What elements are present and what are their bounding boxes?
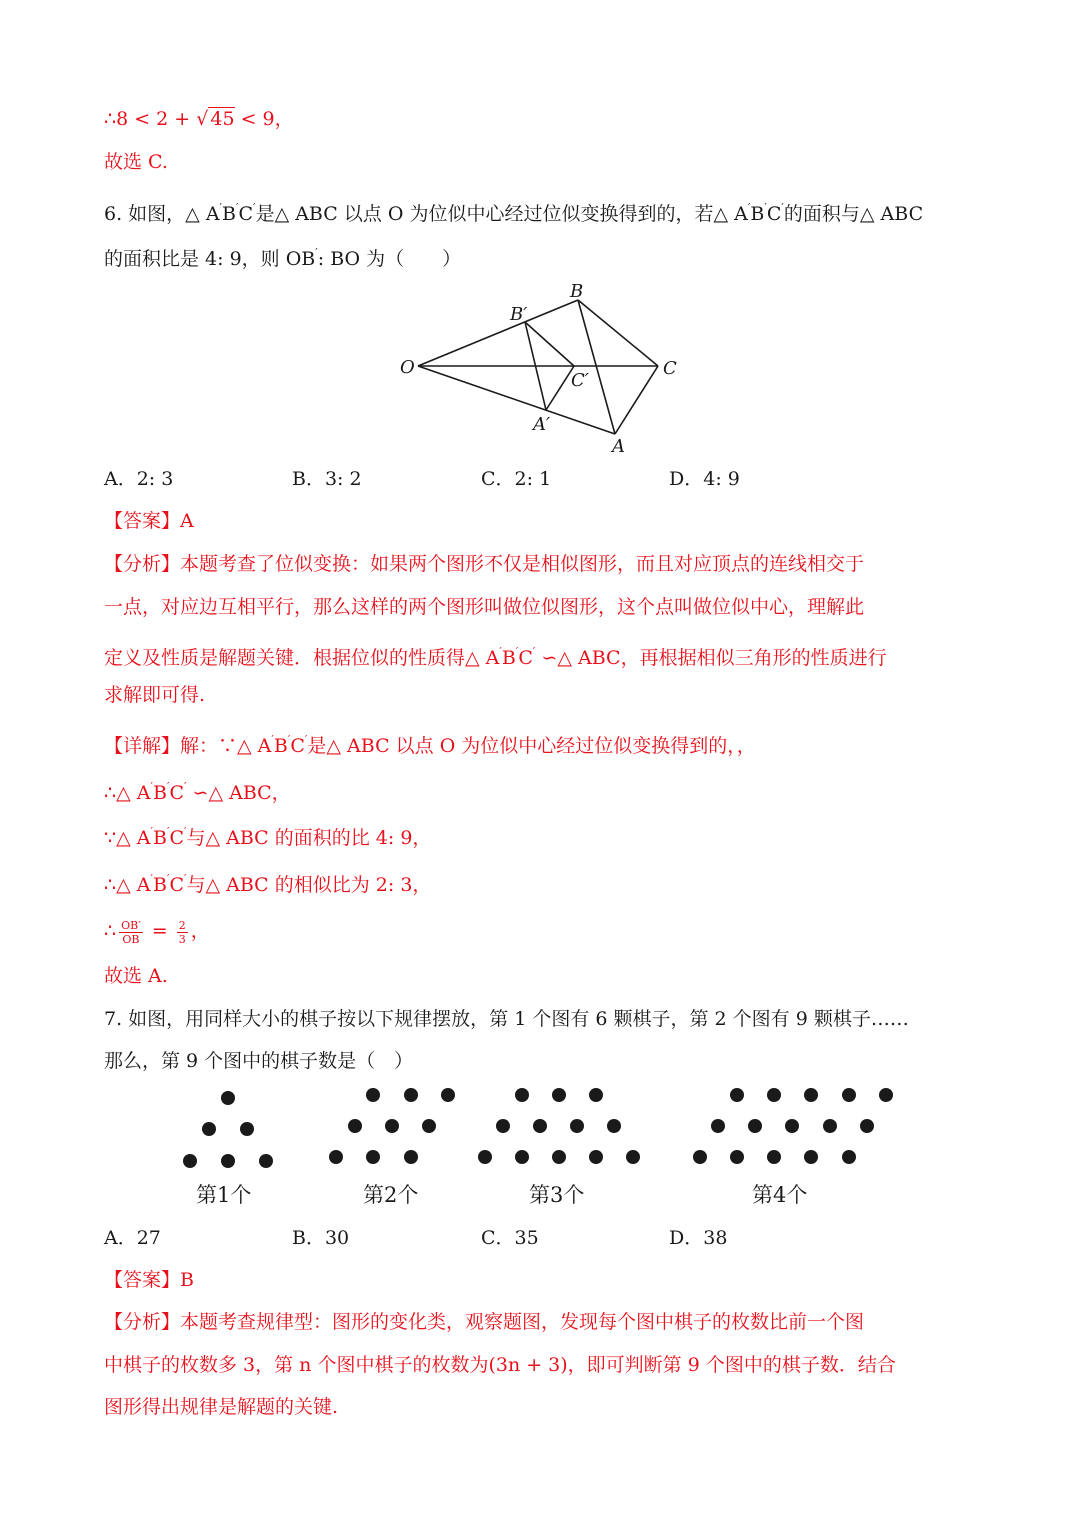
detail-text: C bbox=[169, 874, 184, 896]
chess-piece bbox=[404, 1150, 418, 1164]
detail-text: ∵△ A bbox=[104, 827, 151, 849]
q6-option-b: B．3: 2 bbox=[292, 468, 362, 490]
chess-piece bbox=[785, 1119, 799, 1133]
analysis-text: C bbox=[518, 647, 533, 669]
chess-piece bbox=[533, 1119, 547, 1133]
detail-text: ∽△ ABC， bbox=[186, 782, 291, 804]
prime-mark: ′ bbox=[166, 780, 170, 793]
chess-piece bbox=[552, 1150, 566, 1164]
q6-stem-text: C bbox=[766, 203, 782, 225]
q6-stem-line-2 bbox=[104, 240, 461, 272]
chess-piece bbox=[842, 1088, 856, 1102]
chess-piece bbox=[589, 1150, 603, 1164]
q6-option-d: D．4: 9 bbox=[669, 468, 740, 490]
chess-piece bbox=[422, 1119, 436, 1133]
q7-analysis-line-2: 中棋子的枚数多 3，第 n 个图中棋子的枚数为(3n + 3)，即可判断第 9 个图中的棋子数．结合 bbox=[104, 1354, 896, 1376]
chess-piece bbox=[730, 1088, 744, 1102]
prime-mark: ′ bbox=[166, 825, 170, 838]
label-Bprime: B′ bbox=[510, 304, 528, 325]
q6-stem-text: C bbox=[238, 203, 254, 225]
label-Aprime: A′ bbox=[533, 414, 551, 435]
detail-text: ∴ bbox=[104, 920, 117, 942]
prime-mark: ′ bbox=[253, 201, 256, 214]
prime-mark: ′ bbox=[287, 733, 291, 746]
chess-piece bbox=[221, 1091, 235, 1105]
q7-option-d: D．38 bbox=[669, 1227, 728, 1249]
q6-detail-line-2 bbox=[104, 774, 291, 806]
prime-mark: ′ bbox=[183, 872, 187, 885]
chess-piece bbox=[240, 1122, 254, 1136]
fraction-denominator: OB bbox=[122, 932, 140, 946]
chess-piece bbox=[711, 1119, 725, 1133]
q6-detail-line-3 bbox=[104, 819, 431, 851]
q6-stem-text: 的面积与△ ABC bbox=[783, 203, 924, 225]
pattern-caption-1: 第1个 bbox=[196, 1183, 252, 1207]
q6-option-c: C．2: 1 bbox=[481, 468, 552, 490]
fraction-numerator: 2 bbox=[178, 918, 186, 932]
chess-piece bbox=[202, 1122, 216, 1136]
detail-text: 与△ ABC 的面积的比 4: 9， bbox=[186, 827, 432, 849]
inequality-line bbox=[104, 106, 294, 132]
label-C: C bbox=[663, 358, 677, 379]
chess-piece bbox=[496, 1119, 510, 1133]
prime-mark: ′ bbox=[515, 645, 519, 658]
q6-geometry-figure bbox=[390, 278, 690, 458]
analysis-text: 定义及性质是解题关键．根据位似的性质得△ A bbox=[104, 647, 500, 669]
q6-analysis-line-4: 求解即可得. bbox=[104, 684, 206, 706]
equals-sign: = bbox=[145, 920, 174, 942]
detail-text: 与△ ABC 的相似比为 2: 3， bbox=[186, 874, 432, 896]
chess-piece bbox=[879, 1088, 893, 1102]
q7-stem-line-2: 那么，第 9 个图中的棋子数是（ ） bbox=[104, 1050, 414, 1072]
prime-mark: ′ bbox=[781, 201, 784, 214]
detail-text: ∴△ A bbox=[104, 782, 151, 804]
segment-BC bbox=[578, 300, 658, 366]
chess-piece bbox=[748, 1119, 762, 1133]
segment-CA bbox=[615, 366, 658, 434]
q7-option-b: B．30 bbox=[292, 1227, 350, 1249]
chess-piece bbox=[404, 1088, 418, 1102]
label-A: A bbox=[612, 436, 625, 457]
inequality-right: < 9， bbox=[234, 108, 294, 130]
q6-stem-text: : BO 为（ ） bbox=[317, 248, 462, 270]
pattern-caption-2: 第2个 bbox=[363, 1183, 419, 1207]
detail-text: C bbox=[169, 782, 184, 804]
chess-piece bbox=[626, 1150, 640, 1164]
chess-piece bbox=[767, 1088, 781, 1102]
detail-text: C bbox=[290, 735, 305, 757]
chess-piece bbox=[221, 1154, 235, 1168]
chess-piece bbox=[366, 1088, 380, 1102]
q6-choose-line: 故选 A. bbox=[104, 965, 168, 987]
q6-detail-line-1 bbox=[104, 727, 756, 759]
chess-piece bbox=[259, 1154, 273, 1168]
label-Cprime: C′ bbox=[571, 370, 589, 391]
chess-piece bbox=[804, 1150, 818, 1164]
detail-text: B bbox=[152, 874, 167, 896]
q6-stem-text: B bbox=[750, 203, 765, 225]
q6-analysis-line-3 bbox=[104, 639, 887, 671]
fraction-two-thirds bbox=[177, 919, 188, 946]
q7-option-c: C．35 bbox=[481, 1227, 539, 1249]
fraction-ob bbox=[119, 919, 143, 946]
fraction-numerator: OB′ bbox=[121, 918, 141, 932]
segment-BpCp bbox=[525, 322, 574, 366]
prime-mark: ′ bbox=[166, 872, 170, 885]
chess-piece bbox=[589, 1088, 603, 1102]
q6-stem-text: 的面积比是 4: 9，则 OB bbox=[104, 248, 316, 270]
detail-text: B bbox=[152, 782, 167, 804]
chess-piece bbox=[607, 1119, 621, 1133]
chess-piece bbox=[730, 1150, 744, 1164]
q6-answer: 【答案】A bbox=[104, 510, 194, 532]
q6-stem-text: 是△ ABC 以点 O 为位似中心经过位似变换得到的，若△ A bbox=[255, 203, 748, 225]
detail-text: B bbox=[273, 735, 288, 757]
prime-mark: ′ bbox=[150, 780, 153, 793]
prime-mark: ′ bbox=[183, 780, 187, 793]
prev-choose-line: 故选 C. bbox=[104, 151, 168, 173]
prime-mark: ′ bbox=[315, 246, 318, 259]
label-O: O bbox=[400, 357, 415, 378]
pattern-4 bbox=[693, 1088, 893, 1164]
chess-piece bbox=[478, 1150, 492, 1164]
sqrt-radicand: 45 bbox=[210, 108, 235, 130]
q6-detail-line-5 bbox=[104, 914, 210, 948]
chess-piece bbox=[804, 1088, 818, 1102]
pattern-caption-3: 第3个 bbox=[529, 1183, 585, 1207]
prime-mark: ′ bbox=[219, 201, 223, 214]
pattern-caption-4: 第4个 bbox=[752, 1183, 808, 1207]
chess-piece bbox=[515, 1150, 529, 1164]
segment-BA bbox=[578, 300, 615, 434]
chess-piece bbox=[823, 1119, 837, 1133]
prime-mark: ′ bbox=[183, 825, 187, 838]
q6-analysis-line-2: 一点，对应边互相平行，那么这样的两个图形叫做位似图形，这个点叫做位似中心，理解此 bbox=[104, 596, 865, 618]
pattern-2 bbox=[329, 1088, 455, 1164]
chess-piece bbox=[329, 1150, 343, 1164]
q6-analysis-line-1: 【分析】本题考查了位似变换：如果两个图形不仅是相似图形，而且对应顶点的连线相交于 bbox=[104, 553, 865, 575]
q7-option-a: A．27 bbox=[104, 1227, 161, 1249]
segment-OB bbox=[418, 300, 578, 366]
q7-analysis-line-3: 图形得出规律是解题的关键. bbox=[104, 1396, 339, 1418]
prime-mark: ′ bbox=[271, 733, 274, 746]
chess-piece bbox=[552, 1088, 566, 1102]
q6-stem-text: 6. 如图，△ A bbox=[104, 203, 220, 225]
detail-text: B bbox=[152, 827, 167, 849]
prime-mark: ′ bbox=[532, 645, 536, 658]
detail-text: C bbox=[169, 827, 184, 849]
sqrt-sign: √ bbox=[196, 108, 209, 130]
detail-text: ∴△ A bbox=[104, 874, 151, 896]
pattern-3 bbox=[478, 1088, 640, 1164]
chess-piece bbox=[860, 1119, 874, 1133]
chess-piece bbox=[570, 1119, 584, 1133]
chess-piece bbox=[441, 1088, 455, 1102]
detail-text: 是△ ABC 以点 O 为位似中心经过位似变换得到的，， bbox=[307, 735, 756, 757]
chess-piece bbox=[767, 1150, 781, 1164]
chess-piece bbox=[385, 1119, 399, 1133]
inequality-left: ∴8 < 2 + bbox=[104, 108, 197, 130]
q7-stem-line-1: 7. 如图，用同样大小的棋子按以下规律摆放，第 1 个图有 6 颗棋子，第 2 个图有 9 颗棋子…… bbox=[104, 1008, 909, 1030]
label-B: B bbox=[570, 281, 584, 302]
chess-piece bbox=[842, 1150, 856, 1164]
fraction-denominator: 3 bbox=[178, 932, 186, 946]
prime-mark: ′ bbox=[150, 872, 153, 885]
chess-piece bbox=[348, 1119, 362, 1133]
q7-answer: 【答案】B bbox=[104, 1269, 194, 1291]
prime-mark: ′ bbox=[150, 825, 153, 838]
prime-mark: ′ bbox=[236, 201, 239, 214]
prime-mark: ′ bbox=[747, 201, 751, 214]
detail-text: 【详解】解：∵△ A bbox=[104, 735, 272, 757]
q7-analysis-line-1: 【分析】本题考查规律型：图形的变化类，观察题图，发现每个图中棋子的枚数比前一个图 bbox=[104, 1311, 865, 1333]
chess-piece bbox=[183, 1154, 197, 1168]
chess-piece bbox=[693, 1150, 707, 1164]
detail-text: ， bbox=[190, 920, 210, 942]
prime-mark: ′ bbox=[499, 645, 502, 658]
prime-mark: ′ bbox=[304, 733, 308, 746]
chess-piece bbox=[366, 1150, 380, 1164]
q6-detail-line-4 bbox=[104, 866, 431, 898]
chess-piece bbox=[515, 1088, 529, 1102]
pattern-1 bbox=[183, 1091, 273, 1168]
analysis-text: B bbox=[501, 647, 516, 669]
segment-CpAp bbox=[546, 366, 574, 410]
q6-option-a: A．2: 3 bbox=[104, 468, 174, 490]
q7-chess-patterns bbox=[170, 1080, 910, 1180]
prime-mark: ′ bbox=[764, 201, 767, 214]
q6-stem-line-1 bbox=[104, 195, 923, 227]
q6-stem-text: B bbox=[222, 203, 237, 225]
analysis-text: ∽△ ABC，再根据相似三角形的性质进行 bbox=[535, 647, 887, 669]
